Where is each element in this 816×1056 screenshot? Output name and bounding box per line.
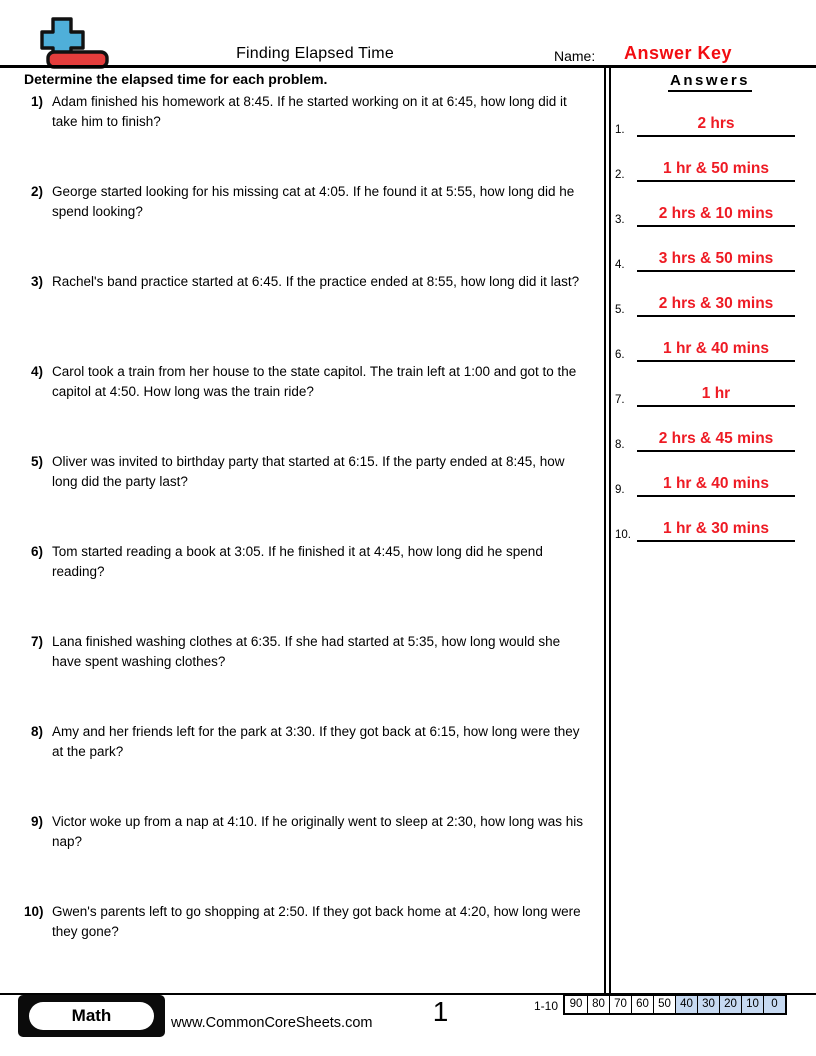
answer-value: 1 hr & 40 mins <box>637 475 795 497</box>
score-range-label: 1-10 <box>533 999 558 1013</box>
answer-number: 1. <box>615 124 625 136</box>
answer-value: 1 hr & 50 mins <box>637 160 795 182</box>
problem-number: 3) <box>30 274 43 289</box>
answer-number: 10. <box>615 529 631 541</box>
problem-text: Carol took a train from her house to the state capitol. The train left at 1:00 and got to the capitol at 4:50. How long was the train ride? <box>52 364 577 399</box>
answer-number: 4. <box>615 259 625 271</box>
answer-value: 1 hr <box>637 385 795 407</box>
score-cell: 10 <box>741 996 763 1013</box>
problem-1 <box>24 92 602 131</box>
problem-text: Adam finished his homework at 8:45. If he started working on it at 6:45, how long did it take him to finish? <box>52 94 567 129</box>
score-cell: 70 <box>609 996 631 1013</box>
subject-badge <box>18 995 165 1037</box>
answer-row-6 <box>612 332 795 362</box>
problem-3 <box>24 272 602 292</box>
answer-value: 2 hrs & 10 mins <box>637 205 795 227</box>
page-title: Finding Elapsed Time <box>236 45 394 62</box>
score-cell: 90 <box>569 998 583 1010</box>
problem-6 <box>24 542 602 581</box>
answer-value: 3 hrs & 50 mins <box>637 250 795 272</box>
problem-number: 1) <box>30 94 43 109</box>
problem-8 <box>24 722 602 761</box>
problem-number: 10) <box>24 904 44 919</box>
subject-label: Math <box>29 1002 154 1030</box>
problem-text: Lana finished washing clothes at 6:35. If she had started at 5:35, how long would she have spent washing clothes? <box>52 634 561 669</box>
problem-7 <box>24 632 602 671</box>
header-divider-line <box>0 65 816 68</box>
problem-number: 5) <box>30 454 43 469</box>
problem-number: 4) <box>30 364 43 379</box>
answer-row-5 <box>612 287 795 317</box>
answer-number: 5. <box>615 304 625 316</box>
problem-number: 2) <box>30 184 43 199</box>
answer-key-label: Answer Key <box>623 43 733 63</box>
problem-text: Gwen's parents left to go shopping at 2:50. If they got back home at 4:20, how long were they gone? <box>52 904 581 939</box>
problem-text: Victor woke up from a nap at 4:10. If he originally went to sleep at 2:30, how long was his nap? <box>52 814 584 849</box>
answer-number: 6. <box>615 349 625 361</box>
score-cell: 20 <box>719 996 741 1013</box>
answer-row-8 <box>612 422 795 452</box>
score-cell: 40 <box>675 996 697 1013</box>
answer-value: 2 hrs & 30 mins <box>637 295 795 317</box>
instructions-text: Determine the elapsed time for each problem. <box>24 71 328 87</box>
commoncoresheets-logo-icon <box>40 16 110 70</box>
answer-row-3 <box>612 197 795 227</box>
answer-row-9 <box>612 467 795 497</box>
answer-number: 8. <box>615 439 625 451</box>
answer-row-10 <box>612 512 795 542</box>
problem-4 <box>24 362 602 401</box>
answer-number: 9. <box>615 484 625 496</box>
answer-value: 1 hr & 40 mins <box>637 340 795 362</box>
problem-text: Rachel's band practice started at 6:45. If the practice ended at 8:55, how long did it last? <box>52 274 580 289</box>
answer-row-1 <box>612 107 795 137</box>
answer-value: 1 hr & 30 mins <box>637 520 795 542</box>
problem-10 <box>24 902 602 941</box>
website-url: www.CommonCoreSheets.com <box>171 1015 373 1031</box>
answer-number: 2. <box>615 169 625 181</box>
problem-2 <box>24 182 602 221</box>
answer-number: 7. <box>615 394 625 406</box>
problem-text: Tom started reading a book at 3:05. If he finished it at 4:45, how long did he spend reading? <box>52 544 543 579</box>
score-cell: 80 <box>587 996 609 1013</box>
problem-number: 9) <box>30 814 43 829</box>
answers-heading: Answers <box>612 72 808 89</box>
answer-row-4 <box>612 242 795 272</box>
name-label: Name: <box>554 48 596 64</box>
score-cell: 50 <box>653 996 675 1013</box>
problem-number: 6) <box>30 544 43 559</box>
page-number: 1 <box>432 996 448 1027</box>
problem-number: 8) <box>30 724 43 739</box>
answers-column-divider <box>604 68 611 995</box>
problem-number: 7) <box>30 634 43 649</box>
answer-number: 3. <box>615 214 625 226</box>
problem-9 <box>24 812 602 851</box>
score-cell: 60 <box>631 996 653 1013</box>
problem-5 <box>24 452 602 491</box>
problem-text: Amy and her friends left for the park at 3:30. If they got back at 6:15, how long were they at the park? <box>52 724 580 759</box>
score-grid <box>563 994 787 1015</box>
answer-value: 2 hrs <box>637 115 795 137</box>
answer-value: 2 hrs & 45 mins <box>637 430 795 452</box>
score-cell: 0 <box>763 996 785 1013</box>
answer-row-7 <box>612 377 795 407</box>
answer-row-2 <box>612 152 795 182</box>
problem-text: Oliver was invited to birthday party that started at 6:15. If the party ended at 8:45, how long did the party last? <box>52 454 565 489</box>
problem-text: George started looking for his missing cat at 4:05. If he found it at 5:55, how long did he spend looking? <box>52 184 575 219</box>
score-cell: 30 <box>697 996 719 1013</box>
